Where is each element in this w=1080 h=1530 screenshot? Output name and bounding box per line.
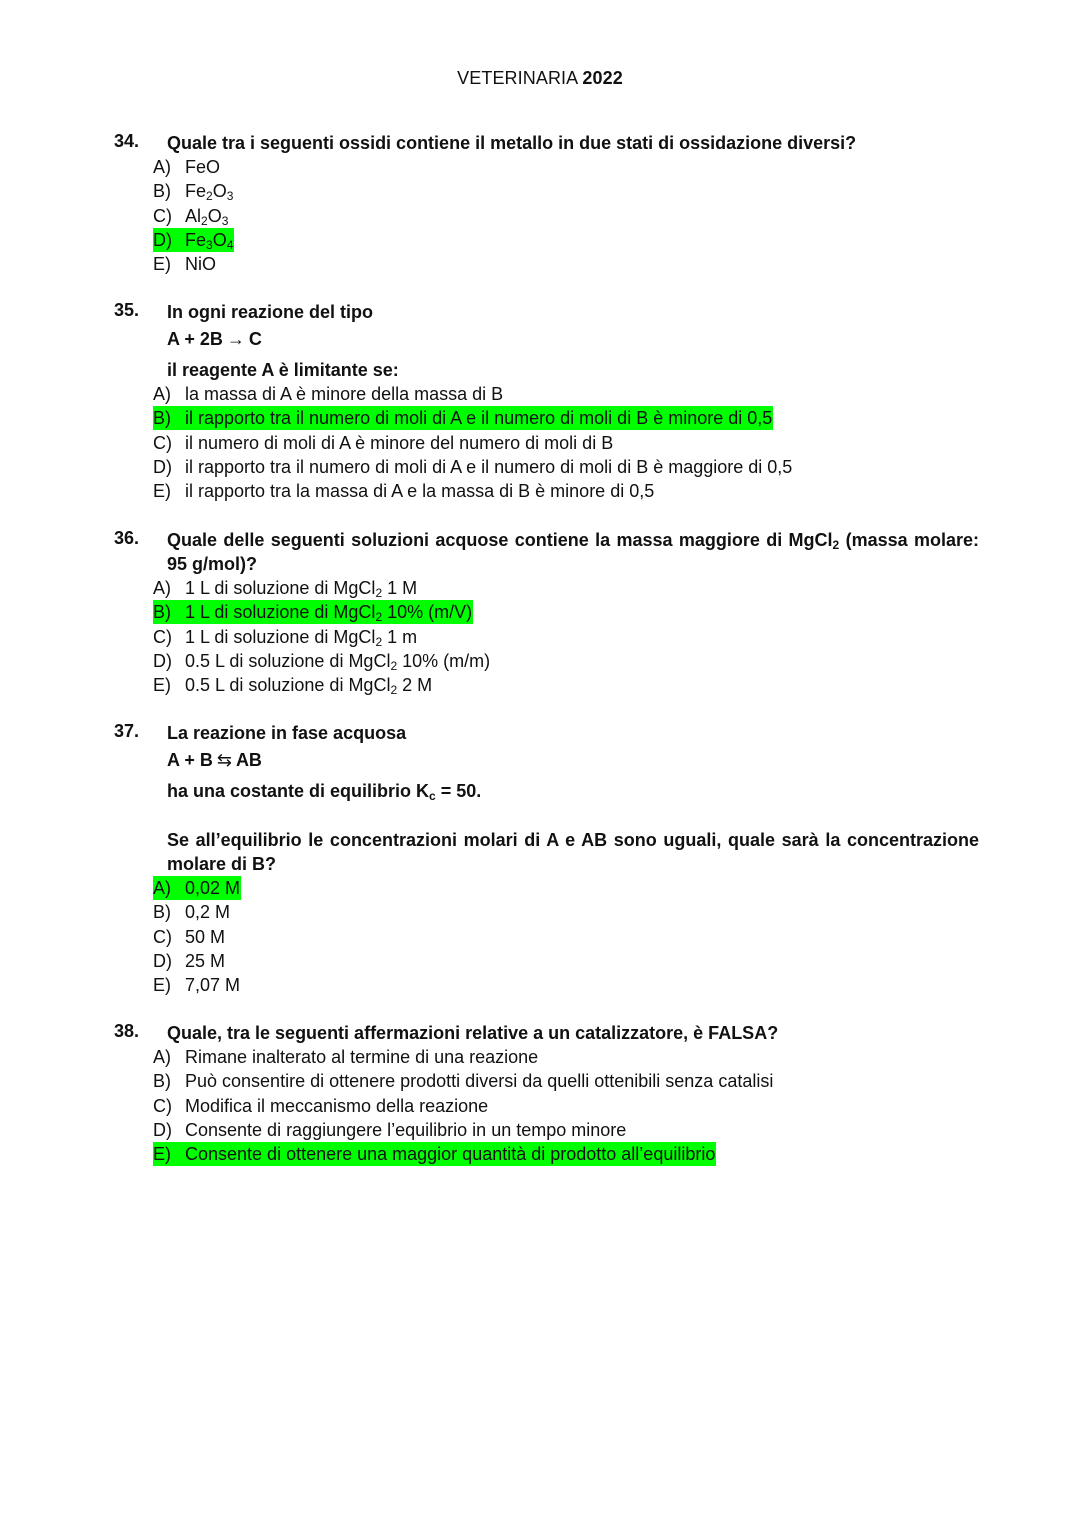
option-a[interactable]: A) 1 L di soluzione di MgCl$_2$ 1 M [153,578,418,600]
question-text-2: il reagente A è limitante se: [167,360,399,380]
arrow-icon: → [226,329,245,349]
question-number: 36. [114,528,140,548]
option-b[interactable]: B) $Fe_2O_3$ [153,181,234,204]
answer-options [153,382,793,503]
option-d-correct[interactable]: D) $Fe_3O_4$ [153,229,234,252]
equilibrium-constant: ha una costante di equilibrio $K_c = 50$. [167,781,482,803]
equilibrium-arrow-icon: ⇆ [216,750,232,770]
option-c[interactable]: C) il numero di moli di A è minore del numero di moli di B [153,432,614,453]
question-text: In ogni reazione del tipo [167,302,374,322]
option-e[interactable]: E) NiO [153,254,216,275]
question-number: 35. [114,300,140,320]
option-a-correct[interactable]: A) 0,02 M [153,878,241,898]
option-d[interactable]: D) 25 M [153,950,226,971]
question-number: 34. [114,131,140,151]
question-text: La reazione in fase acquosa [167,723,407,743]
reaction-formula: A + 2B → C [167,329,262,349]
question-number: 38. [114,1021,140,1041]
question-text-3: Se all’equilibrio le concentrazioni molari di A e AB sono uguali, quale sarà la concentrazione molare di B? [167,830,979,874]
option-c[interactable]: C) 1 L di soluzione di MgCl$_2$ 1 m [153,626,418,649]
page-header [0,68,1080,89]
option-e[interactable]: E) 7,07 M [153,975,241,996]
question-text: Quale, tra le seguenti affermazioni relative a un catalizzatore, è FALSA? [167,1023,779,1043]
reaction-formula: A + B ⇆ AB [167,750,262,770]
question-number: 37. [114,721,140,741]
option-d[interactable]: D) Consente di raggiungere l’equilibrio in un tempo minore [153,1119,627,1140]
answer-options [153,155,234,276]
answer-options [153,876,241,997]
option-c[interactable]: C) $Al_2O_3$ [153,205,229,228]
option-e-correct[interactable]: E) Consente di ottenere una maggior quantità di prodotto all’equilibrio [153,1144,716,1165]
option-b[interactable]: B) Può consentire di ottenere prodotti diversi da quelli ottenibili senza catalisi [153,1071,774,1092]
option-a[interactable]: A) FeO [153,157,221,177]
option-a[interactable]: A) Rimane inalterato al termine di una reazione [153,1047,539,1067]
option-c[interactable]: C) Modifica il meccanismo della reazione [153,1095,489,1116]
header-title: VETERINARIA [457,68,578,88]
option-b-correct[interactable]: B) 1 L di soluzione di MgCl$_2$ 10% (m/V) [153,602,473,625]
answer-options [153,576,491,697]
question-text: Quale tra i seguenti ossidi contiene il metallo in due stati di ossidazione diversi? [167,133,857,153]
answer-options [153,1045,774,1166]
option-d[interactable]: D) 0.5 L di soluzione di MgCl$_2$ 10% (m/m) [153,650,491,673]
option-d[interactable]: D) il rapporto tra il numero di moli di A e il numero di moli di B è maggiore di 0,5 [153,456,793,477]
question-text: Quale delle seguenti soluzioni acquose contiene la massa maggiore di MgCl$_2$ (massa molare: 95 g/mol)? [167,530,979,574]
option-e[interactable]: E) il rapporto tra la massa di A e la massa di B è minore di 0,5 [153,481,655,502]
option-e[interactable]: E) 0.5 L di soluzione di MgCl$_2$ 2 M [153,675,433,698]
option-c[interactable]: C) 50 M [153,926,226,947]
option-b[interactable]: B) 0,2 M [153,902,231,923]
option-a[interactable]: A) la massa di A è minore della massa di B [153,384,504,404]
header-year: 2022 [582,68,623,88]
option-b-correct[interactable]: B) il rapporto tra il numero di moli di A e il numero di moli di B è minore di 0,5 [153,408,773,429]
